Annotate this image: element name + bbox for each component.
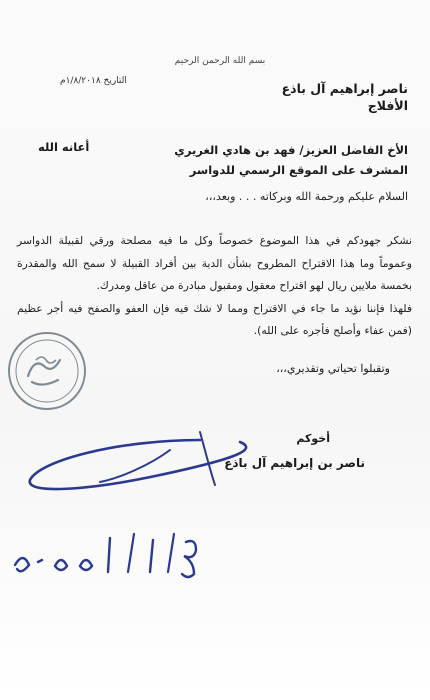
recipient-line-2: المشرف على الموقع الرسمي للدواسر <box>189 163 408 177</box>
handwritten-date-icon <box>10 520 250 590</box>
signoff-name: ناصر بن إبراهيم آل باذع <box>224 456 365 470</box>
recipient-block <box>98 140 408 180</box>
official-stamp-icon <box>6 330 88 412</box>
body-paragraph-1: نشكر جهودكم في هذا الموضوع خصوصاً وكل ما فيه مصلحة ورقي لقبيلة الدواسر وعموماً وما هذا الاقتراح المطروح بشأن الدية بين أفراد القبيلة لا سمح الله والمقدرة بخمسة ملايين ريال لهو اقتراح معقول ومقبول مبادرة من عاقل ومدرك. <box>17 234 412 292</box>
sender-location: الأفلاج <box>367 98 408 113</box>
letter-body <box>17 230 412 343</box>
recipient-honorific: أعانه الله <box>38 140 90 154</box>
body-paragraph-2: فلهذا فإننا نؤيد ما جاء في الاقتراح ومما لا شك فيه فإن العفو والصفح فيه أجر عظيم (فمن عفاء وأصلح فأجره على الله). <box>17 301 412 337</box>
letter-date: التاريخ ١/٨/٢٠١٨م <box>60 76 127 86</box>
sender-block <box>238 80 408 114</box>
sender-name: ناصر إبراهيم آل باذع <box>281 81 408 96</box>
signoff-label: أخوكم <box>296 432 330 445</box>
closing-line: وتقبلوا تحياتي وتقديري،،، <box>276 362 390 375</box>
greeting: السلام عليكم ورحمة الله وبركاته . . . وبعد،،، <box>205 190 408 203</box>
recipient-line-1: الأخ الفاضل العزيز/ فهد بن هادي الغريري <box>174 143 408 157</box>
basmala: بسم الله الرحمن الرحيم <box>174 56 266 66</box>
handwritten-signature-icon <box>0 420 430 530</box>
